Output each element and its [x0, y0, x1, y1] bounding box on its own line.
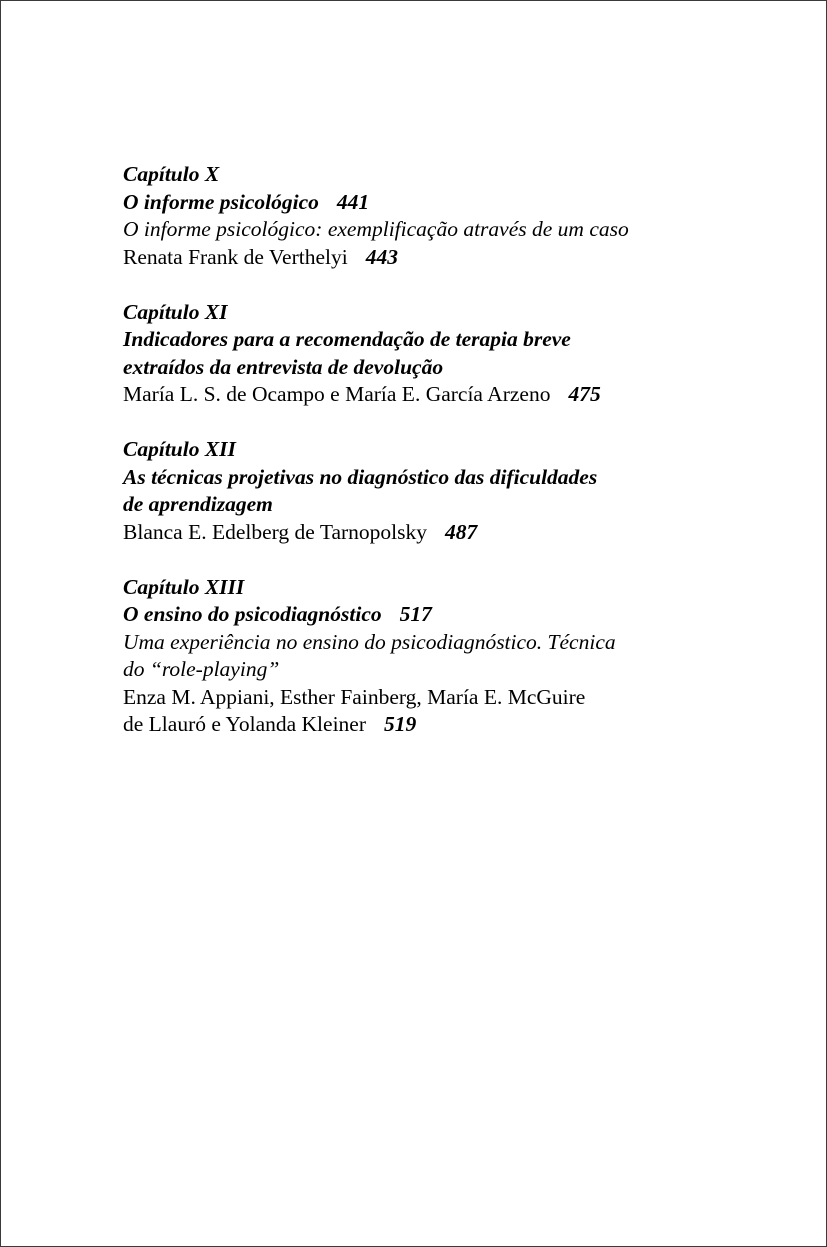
chapter-title: O informe psicológico	[123, 189, 319, 214]
author-line	[123, 244, 743, 272]
table-of-contents	[123, 161, 743, 766]
chapter-title-continued: de aprendizagem	[123, 492, 273, 516]
toc-entry-chapter-x	[123, 161, 743, 271]
chapter-title: As técnicas projetivas no diagnóstico das dificuldades	[123, 464, 598, 489]
chapter-subtitle: Uma experiência no ensino do psicodiagnóstico. Técnica	[123, 629, 616, 654]
author-page-number: 519	[384, 712, 417, 736]
chapter-label: Capítulo XIII	[123, 574, 245, 599]
chapter-title-line	[123, 601, 743, 629]
chapter-title-continued: extraídos da entrevista de devolução	[123, 354, 444, 379]
chapter-subtitle-continued: do “role-playing”	[123, 657, 280, 681]
chapter-title-line	[123, 189, 743, 217]
chapter-page-number: 441	[336, 189, 370, 214]
chapter-label: Capítulo X	[123, 162, 220, 186]
author-name: Blanca E. Edelberg de Tarnopolsky	[123, 519, 427, 544]
chapter-label: Capítulo XII	[123, 437, 236, 461]
author-line	[123, 519, 743, 547]
toc-entry-chapter-xi	[123, 299, 743, 409]
toc-entry-chapter-xii	[123, 436, 743, 546]
author-page-number: 487	[445, 519, 478, 544]
chapter-subtitle: O informe psicológico: exemplificação através de um caso	[123, 217, 629, 241]
author-line	[123, 711, 743, 739]
author-line	[123, 381, 743, 409]
author-page-number: 443	[365, 244, 398, 269]
author-name: María L. S. de Ocampo e María E. García Arzeno	[123, 382, 551, 406]
chapter-page-number: 517	[399, 602, 432, 626]
chapter-label: Capítulo XI	[123, 299, 228, 324]
author-page-number: 475	[568, 382, 601, 406]
chapter-title: Indicadores para a recomendação de terapia breve	[123, 327, 571, 351]
author-name-continued: de Llauró e Yolanda Kleiner	[123, 712, 366, 736]
toc-entry-chapter-xiii	[123, 574, 743, 739]
chapter-title: O ensino do psicodiagnóstico	[123, 602, 382, 626]
author-name: Enza M. Appiani, Esther Fainberg, María E. McGuire	[123, 684, 586, 709]
author-name: Renata Frank de Verthelyi	[123, 244, 348, 269]
